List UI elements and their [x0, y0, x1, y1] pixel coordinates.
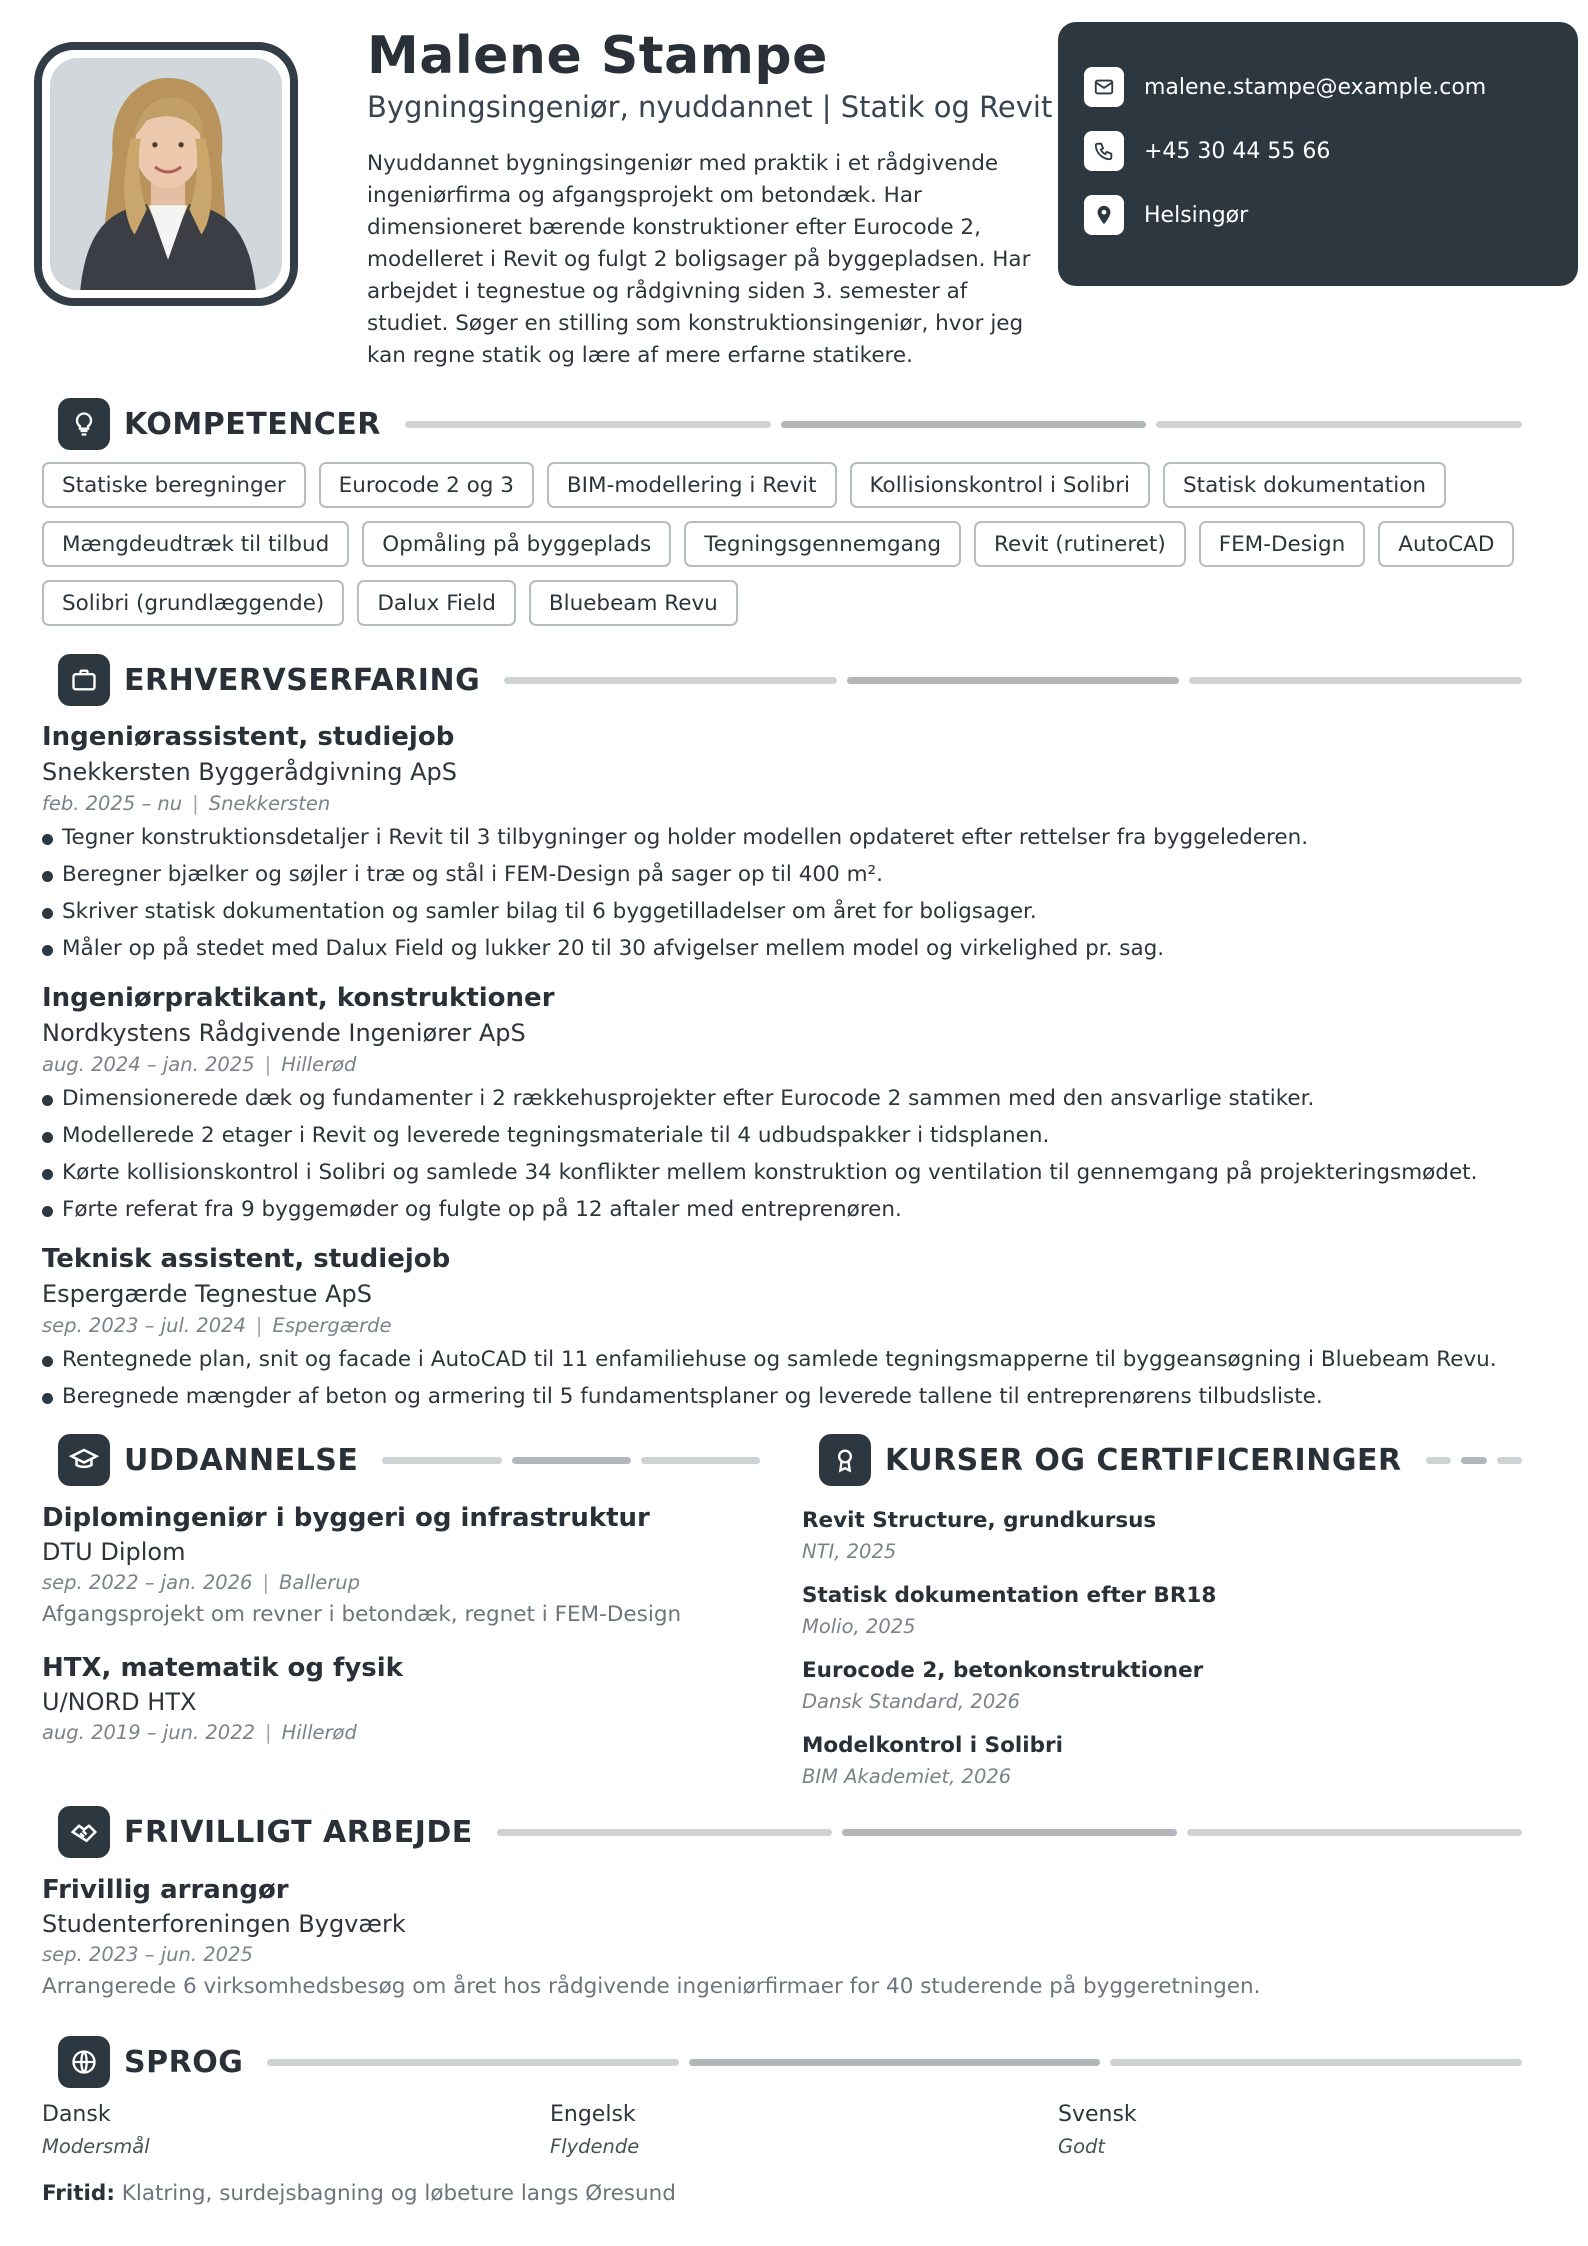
education-period: aug. 2019 – jun. 2022: [42, 1721, 256, 1744]
handshake-icon: [58, 1806, 110, 1858]
language-level: Flydende: [550, 2135, 640, 2158]
hobbies: [42, 2181, 676, 2206]
section-divider: [497, 1829, 1522, 1836]
section-title: SPROG: [124, 2044, 244, 2080]
volunteer-organization: Studenterforeningen Bygværk: [42, 1910, 406, 1938]
education-title: HTX, matematik og fysik: [42, 1653, 403, 1683]
skill-chip: Bluebeam Revu: [529, 580, 738, 626]
job-bullet: Dimensionerede dæk og fundamenter i 2 rækkehusprojekter efter Eurocode 2 sammen med den ansvarlige statiker.: [42, 1080, 1542, 1117]
job-bullet: Skriver statisk dokumentation og samler bilag til 6 byggetilladelser om året for boligsager.: [42, 893, 1542, 930]
course-entry: [802, 1730, 1522, 1792]
email-text[interactable]: malene.stampe@example.com: [1144, 74, 1487, 100]
candidate-headline: Bygningsingeniør, nyuddannet | Statik og Revit: [367, 90, 1053, 124]
profile-photo: [50, 58, 282, 290]
location-text: Helsingør: [1144, 202, 1249, 228]
education-meta: aug. 2019 – jun. 2022 | Hillerød: [42, 1721, 357, 1744]
section-skills-header: [58, 398, 1522, 450]
skill-chip: Dalux Field: [357, 580, 516, 626]
education-entry: [42, 1500, 762, 1632]
language-entry: [550, 2098, 950, 2162]
volunteer-description: Arrangerede 6 virksomhedsbesøg om året hos rådgivende ingeniørfirmaer for 40 studerende på byggeretningen.: [42, 1974, 1261, 1999]
section-divider: [405, 421, 1522, 428]
job-location: Snekkersten: [208, 792, 331, 815]
course-meta: Molio, 2025: [802, 1615, 916, 1638]
language-level: Godt: [1058, 2135, 1106, 2158]
education-location: Hillerød: [281, 1721, 357, 1744]
award-icon: [819, 1434, 871, 1486]
section-experience-header: [58, 654, 1522, 706]
volunteer-period: sep. 2023 – jun. 2025: [42, 1943, 253, 1966]
skill-chip: Opmåling på byggeplads: [362, 521, 671, 567]
job-bullet: Beregner bjælker og søjler i træ og stål i FEM-Design på sager op til 400 m².: [42, 856, 1542, 893]
education-meta: sep. 2022 – jan. 2026 | Ballerup: [42, 1571, 360, 1594]
section-title: KOMPETENCER: [124, 406, 381, 442]
hobbies-text: Klatring, surdejsbagning og løbeture langs Øresund: [114, 2181, 676, 2206]
skill-chip: Statisk dokumentation: [1163, 462, 1446, 508]
education-entry: [42, 1650, 762, 1748]
course-entry: [802, 1580, 1522, 1642]
briefcase-icon: [58, 654, 110, 706]
job-company: Snekkersten Byggerådgivning ApS: [42, 758, 457, 786]
course-meta: BIM Akademiet, 2026: [802, 1765, 1012, 1788]
contact-phone[interactable]: [1084, 130, 1552, 172]
hobbies-label: Fritid:: [42, 2181, 115, 2206]
skill-chip: AutoCAD: [1378, 521, 1514, 567]
course-title: Modelkontrol i Solibri: [802, 1733, 1064, 1758]
job-meta: feb. 2025 – nu | Snekkersten: [42, 792, 331, 815]
section-title: FRIVILLIGT ARBEJDE: [124, 1814, 473, 1850]
job-title: Teknisk assistent, studiejob: [42, 1244, 451, 1274]
job-entry: [42, 719, 1542, 967]
language-entry: [42, 2098, 442, 2162]
job-company: Nordkystens Rådgivende Ingeniører ApS: [42, 1019, 526, 1047]
course-title: Statisk dokumentation efter BR18: [802, 1583, 1217, 1608]
candidate-name: Malene Stampe: [367, 26, 828, 86]
job-bullet: Modellerede 2 etager i Revit og leverede tegningsmateriale til 4 udbudspakker i tidsplanen.: [42, 1117, 1542, 1154]
course-title: Eurocode 2, betonkonstruktioner: [802, 1658, 1204, 1683]
course-meta: NTI, 2025: [802, 1540, 897, 1563]
section-volunteer-header: [58, 1806, 1522, 1858]
job-bullet: Kørte kollisionskontrol i Solibri og samlede 34 konflikter mellem konstruktion og ventilation til gennemgang på projekteringsmødet.: [42, 1154, 1542, 1191]
job-period: aug. 2024 – jan. 2025: [42, 1053, 255, 1076]
graduation-cap-icon: [58, 1434, 110, 1486]
contact-location: [1084, 194, 1552, 236]
job-title: Ingeniørassistent, studiejob: [42, 722, 455, 752]
section-courses-header: [819, 1434, 1522, 1486]
skill-chip: Solibri (grundlæggende): [42, 580, 344, 626]
job-meta: sep. 2023 – jul. 2024 | Espergærde: [42, 1314, 392, 1337]
job-location: Hillerød: [281, 1053, 357, 1076]
skill-chip: Eurocode 2 og 3: [319, 462, 534, 508]
skills-list: [42, 462, 1522, 626]
job-bullet: Måler op på stedet med Dalux Field og lukker 20 til 30 afvigelser mellem model og virkelighed pr. sag.: [42, 930, 1542, 967]
job-period: sep. 2023 – jul. 2024: [42, 1314, 246, 1337]
course-entry: [802, 1505, 1522, 1567]
skill-chip: Statiske beregninger: [42, 462, 306, 508]
job-bullet: Rentegnede plan, snit og facade i AutoCAD til 11 enfamiliehuse og samlede tegningsmapperne til byggeansøgning i Bluebeam Revu.: [42, 1341, 1542, 1378]
language-name: Engelsk: [550, 2102, 636, 2127]
volunteer-entry: [42, 1872, 1542, 2004]
skill-chip: Kollisionskontrol i Solibri: [850, 462, 1151, 508]
profile-summary: Nyuddannet bygningsingeniør med praktik i et rådgivende ingeniørfirma og afgangsprojekt om betondæk. Har dimensioneret bærende konstruktioner efter Eurocode 2, modelleret i Revit og fulgt 2 boligsager på byggepladsen. Har arbejdet i tegnestue og rådgivning siden 3. semester af studiet. Søger en stilling som konstruktionsingeniør, hvor jeg kan regne statik og lære af mere erfarne statikere.: [367, 151, 1031, 368]
job-location: Espergærde: [272, 1314, 392, 1337]
course-entry: [802, 1655, 1522, 1717]
job-period: feb. 2025 – nu: [42, 792, 183, 815]
course-meta: Dansk Standard, 2026: [802, 1690, 1021, 1713]
education-location: Ballerup: [279, 1571, 360, 1594]
section-title: UDDANNELSE: [124, 1442, 359, 1478]
section-divider: [1426, 1457, 1522, 1464]
skill-chip: FEM-Design: [1199, 521, 1366, 567]
volunteer-title: Frivillig arrangør: [42, 1875, 289, 1905]
phone-icon: [1084, 131, 1124, 171]
skill-chip: Revit (rutineret): [974, 521, 1186, 567]
contact-panel: [1058, 22, 1578, 286]
job-entry: [42, 980, 1542, 1228]
job-company: Espergærde Tegnestue ApS: [42, 1280, 372, 1308]
section-education-header: [58, 1434, 760, 1486]
job-meta: aug. 2024 – jan. 2025 | Hillerød: [42, 1053, 357, 1076]
mail-icon: [1084, 67, 1124, 107]
section-divider: [382, 1457, 760, 1464]
language-name: Dansk: [42, 2102, 111, 2127]
course-title: Revit Structure, grundkursus: [802, 1508, 1157, 1533]
language-name: Svensk: [1058, 2102, 1137, 2127]
job-title: Ingeniørpraktikant, konstruktioner: [42, 983, 555, 1013]
language-level: Modersmål: [42, 2135, 150, 2158]
education-title: Diplomingeniør i byggeri og infrastruktur: [42, 1503, 650, 1533]
profile-photo-frame: [34, 42, 298, 306]
contact-email[interactable]: [1084, 66, 1552, 108]
job-bullet: Tegner konstruktionsdetaljer i Revit til 3 tilbygninger og holder modellen opdateret efter rettelser fra byggelederen.: [42, 819, 1542, 856]
skill-chip: Mængdeudtræk til tilbud: [42, 521, 349, 567]
job-bullet: Førte referat fra 9 byggemøder og fulgte op på 12 aftaler med entreprenøren.: [42, 1191, 1542, 1228]
location-pin-icon: [1084, 195, 1124, 235]
skill-chip: BIM-modellering i Revit: [547, 462, 837, 508]
section-title: ERHVERVSERFARING: [124, 662, 481, 698]
globe-icon: [58, 2036, 110, 2088]
lightbulb-icon: [58, 398, 110, 450]
phone-text[interactable]: +45 30 44 55 66: [1144, 138, 1331, 164]
section-languages-header: [58, 2036, 1522, 2088]
education-school: DTU Diplom: [42, 1538, 186, 1566]
section-divider: [267, 2059, 1522, 2066]
section-divider: [504, 677, 1522, 684]
job-entry: [42, 1241, 1542, 1415]
education-school: U/NORD HTX: [42, 1688, 197, 1716]
education-period: sep. 2022 – jan. 2026: [42, 1571, 253, 1594]
education-note: Afgangsprojekt om revner i betondæk, regnet i FEM-Design: [42, 1602, 682, 1627]
job-bullet: Beregnede mængder af beton og armering til 5 fundamentsplaner og leverede tallene til entreprenørens tilbudsliste.: [42, 1378, 1542, 1415]
section-title: KURSER OG CERTIFICERINGER: [885, 1442, 1402, 1478]
language-entry: [1058, 2098, 1458, 2162]
skill-chip: Tegningsgennemgang: [684, 521, 961, 567]
